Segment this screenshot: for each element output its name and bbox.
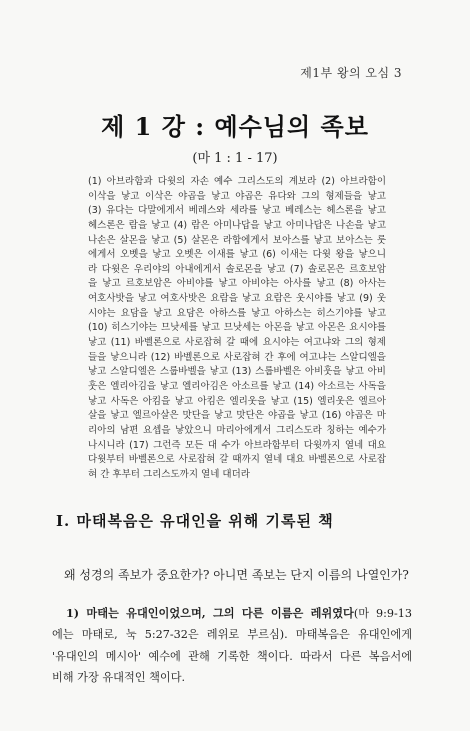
passage-line: 훗은 엘리아김을 낳고 엘리아김은 아소르를 낳고 (14) 아소르는 사독을 [88,380,386,392]
section-heading: I. 마태복음은 유대인을 위해 기록된 책 [56,512,334,530]
body-line [52,603,412,624]
passage-line: 라 다윗은 우리야의 아내에게서 솔로몬을 낳고 (7) 솔로몬은 르호보암 [88,263,386,275]
passage-line: 을 낳고 르호보암은 아비야를 낳고 아비야는 아사를 낳고 (8) 아사는 [88,278,386,290]
question-text: 왜 성경의 족보가 중요한가? 아니면 족보는 단지 이름의 나열인가? [64,568,409,582]
passage-line: 낳고 사독은 아킴을 낳고 아킴은 엘리웃을 낳고 (15) 엘리웃은 엘르아 [88,395,386,407]
chapter-title: 제 1 강 : 예수님의 족보 [101,112,369,141]
passage-line: 살을 낳고 엘르아살은 맛단을 낳고 맛단은 야곱을 낳고 (16) 야곱은 마 [88,410,386,422]
passage-line: 시야는 요담을 낳고 요담은 아하스를 낳고 아하스는 히스기야를 낳고 [88,307,386,319]
scripture-passage [88,175,386,482]
running-header: 제1부 왕의 오심 3 [300,66,402,80]
emphasis-text: 1) 마태는 유대인이었으며, 그의 다른 이름은 레위였다 [66,606,354,620]
passage-line: 낳고 스알디엘은 스룹바벨을 낳고 (13) 스룹바벨은 아비훗을 낳고 아비 [88,366,386,378]
passage-line: 여호사밧을 낳고 여호사밧은 요람을 낳고 요람은 웃시야를 낳고 (9) 웃 [88,293,386,305]
body-text: (마 9:9-13 [353,607,412,620]
passage-line: 에게서 오벳을 낳고 오벳은 이새를 낳고 (6) 이새는 다윗 왕을 낳으니 [88,249,386,261]
passage-line: (3) 유다는 다말에게서 베레스와 세라를 낳고 베레스는 헤스론을 낳고 [88,205,386,217]
body-line: 비해 가장 유대적인 책이다. [52,670,186,684]
passage-line: 이삭을 낳고 이삭은 야곱을 낳고 야곱은 유다와 그의 형제들을 낳고 [88,190,386,202]
passage-line: 낳고 (11) 바벨론으로 사로잡혀 갈 때에 요시야는 여고냐와 그의 형제 [88,337,386,349]
passage-line: 나손은 살몬을 낳고 (5) 살몬은 라합에게서 보아스를 낳고 보아스는 룻 [88,234,386,246]
body-line: '유대인의 메시아' 예수에 관해 기록한 책이다. 따라서 다른 복음서에 [52,649,412,663]
passage-line: 나시니라 (17) 그런즉 모든 대 수가 아브라함부터 다윗까지 열네 대요 [88,439,386,451]
passage-line: (1) 아브라함과 다윗의 자손 예수 그리스도의 계보라 (2) 아브라함이 [88,176,386,187]
body-line: 에는 마태로, 눅 5:27-32은 레위로 부르심). 마태복음은 유대인에게 [52,628,412,642]
scripture-reference: (마 1 : 1 - 17) [192,151,278,166]
passage-line: 들을 낳으니라 (12) 바벨론으로 사로잡혀 간 후에 여고냐는 스알디엘을 [88,351,386,363]
passage-line: 헤스론은 람을 낳고 (4) 람은 아미나답을 낳고 아미나답은 나손을 낳고 [88,219,386,231]
passage-line: 혀 간 후부터 그리스도까지 열네 대더라 [88,468,250,480]
passage-line: 다윗부터 바벨론으로 사로잡혀 갈 때까지 열네 대요 바벨론으로 사로잡 [88,454,386,466]
passage-line: (10) 히스기야는 므낫세를 낳고 므낫세는 아몬을 낳고 아몬은 요시야를 [88,322,386,334]
body-paragraph [52,603,412,688]
passage-line: 리아의 남편 요셉을 낳았으니 마리아에게서 그리스도라 칭하는 예수가 [88,424,386,436]
